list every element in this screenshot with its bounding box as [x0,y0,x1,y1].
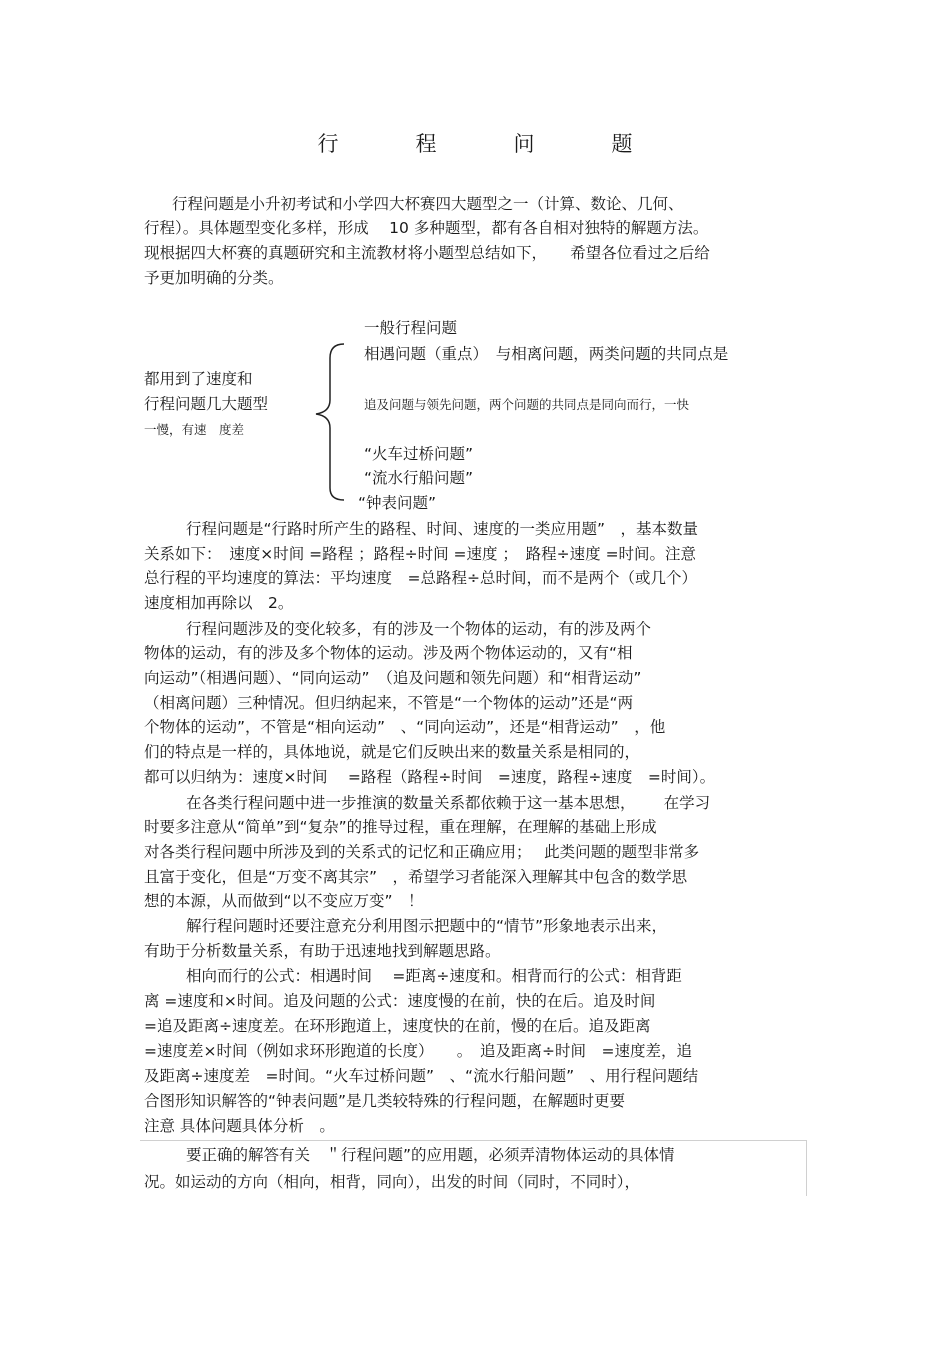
body-line: 物体的运动，有的涉及多个物体的运动。涉及两个物体运动的，又有“相 [144,644,633,662]
body-line: 且富于变化，但是“万变不离其宗” ，希望学习者能深入理解其中包含的数学思 [144,868,688,886]
body-line: 相向而行的公式：相遇时间 =距离÷速度和。相背而行的公式：相背距 [186,967,682,985]
body-line: 注意 具体问题具体分析 。 [144,1117,335,1135]
body-line: 合图形知识解答的“钟表问题”是几类较特殊的行程问题，在解题时更要 [144,1092,626,1110]
body-line: 有助于分析数量关系，有助于迅速地找到解题思路。 [144,942,501,960]
body-line: 速度相加再除以 2。 [144,594,294,612]
page-title: 行 程 问 题 [317,132,661,156]
body-line: 向运动”（相遇问题）、“同向运动” （追及问题和领先问题）和“相背运动” [144,669,642,687]
outline-item: “流水行船问题” [364,469,474,487]
body-line: 都可以归纳为：速度×时间 =路程（路程÷时间 =速度，路程÷速度 =时间）。 [144,768,716,786]
intro-line: 现根据四大杯赛的真题研究和主流教材将小题型总结如下， 希望各位看过之后给 [144,244,710,262]
outline-left-line: 一慢，有速 度差 [144,422,245,437]
body-line: =速度差×时间（例如求环形跑道的长度） 。 追及距离÷时间 =速度差，追 [144,1042,692,1060]
intro-line: 行程）。具体题型变化多样，形成 10 多种题型，都有各自相对独特的解题方法。 [144,219,709,237]
body-line: 在各类行程问题中进一步推演的数量关系都依赖于这一基本思想， 在学习 [186,794,711,812]
body-line: 要正确的解答有关 ＂行程问题”的应用题，必须弄清物体运动的具体情 [186,1146,675,1164]
body-line: 想的本源，从而做到“以不变应万变” ！ [144,892,424,910]
body-line: 及距离÷速度差 =时间。“火车过桥问题” 、“流水行船问题” 、用行程问题结 [144,1067,699,1085]
outline-item: “钟表问题” [358,494,437,512]
outline-item: “火车过桥问题” [364,445,474,463]
body-line: =追及距离÷速度差。在环形跑道上，速度快的在前，慢的在后。追及距离 [144,1017,651,1035]
body-line: （相离问题）三种情况。但归纳起来，不管是“一个物体的运动”还是“两 [144,694,634,712]
body-line: 解行程问题时还要注意充分利用图示把题中的“情节”形象地表示出来， [186,917,668,935]
body-line: 况。如运动的方向（相向，相背，同向），出发的时间（同时，不同时）， [144,1173,641,1191]
body-line: 关系如下： 速度×时间 =路程 ；路程÷时间 =速度 ； 路程÷速度 =时间。注意 [144,545,697,563]
body-line: 对各类行程问题中所涉及到的关系式的记忆和正确应用； 此类问题的题型非常多 [144,843,700,861]
body-line: 行程问题是“行路时所产生的路程、时间、速度的一类应用题” ，基本数量 [186,520,699,538]
outline-left-line: 都用到了速度和 [144,370,253,388]
intro-line: 予更加明确的分类。 [144,269,284,287]
body-line: 离 =速度和×时间。追及问题的公式：速度慢的在前，快的在后。追及时间 [144,992,656,1010]
outline-left-line: 行程问题几大题型 [144,395,269,413]
outline-item: 一般行程问题 [364,319,458,337]
body-line: 总行程的平均速度的算法：平均速度 =总路程÷总时间，而不是两个（或几个） [144,569,697,587]
outline-item: 追及问题与领先问题，两个问题的共同点是同向而行，一快 [364,397,690,412]
brace-icon [310,342,350,504]
body-line: 时要多注意从“简单”到“复杂”的推导过程，重在理解，在理解的基础上形成 [144,818,657,836]
body-line: 们的特点是一样的，具体地说，就是它们反映出来的数量关系是相同的， [144,743,641,761]
outline-item: 相遇问题（重点） 与相离问题，两类问题的共同点是 [364,345,729,363]
body-line: 行程问题涉及的变化较多，有的涉及一个物体的运动，有的涉及两个 [186,620,652,638]
intro-line: 行程问题是小升初考试和小学四大杯赛四大题型之一（计算、数论、几何、 [172,195,684,213]
body-line: 个物体的运动”，不管是“相向运动” 、“同向运动”，还是“相背运动” ，他 [144,718,666,736]
